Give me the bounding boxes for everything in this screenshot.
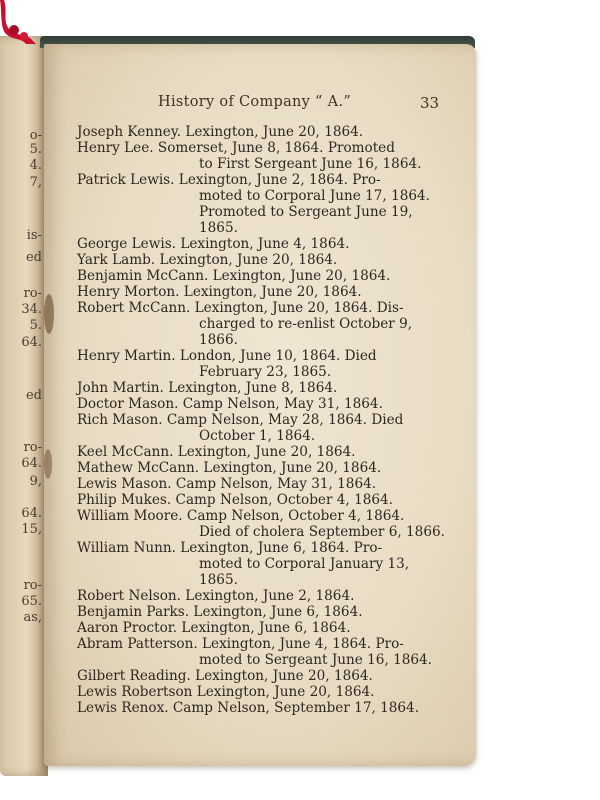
- roster-entry-line: Henry Martin. London, June 10, 1864. Died: [77, 348, 377, 364]
- roster-entry: [77, 460, 439, 476]
- roster-entry-continuation: 1865.: [199, 572, 238, 588]
- roster-entry-line: Henry Lee. Somerset, June 8, 1864. Promoted: [77, 140, 395, 156]
- roster-entry-continuation: 1866.: [199, 332, 238, 348]
- roster-entry-line: Robert McCann. Lexington, June 20, 1864. Dis-: [77, 300, 404, 316]
- facing-page-fragment: 9,: [29, 474, 42, 489]
- facing-page-fragment: ro-: [23, 440, 42, 455]
- roster-entry-continuation: February 23, 1865.: [199, 364, 332, 380]
- facing-page-fragment: as,: [23, 610, 42, 625]
- facing-page-fragment: 65.: [21, 594, 42, 609]
- roster-list: [77, 124, 445, 716]
- roster-entry-line: Henry Morton. Lexington, June 20, 1864.: [77, 284, 362, 300]
- roster-entry-line: Doctor Mason. Camp Nelson, May 31, 1864.: [77, 396, 383, 412]
- facing-page-edge: [0, 36, 48, 776]
- roster-entry-continuation: moted to Sergeant June 16, 1864.: [199, 652, 432, 668]
- roster-entry-line: Gilbert Reading. Lexington, June 20, 1864.: [77, 668, 373, 684]
- roster-entry-continuation: Died of cholera September 6, 1866.: [199, 524, 445, 540]
- facing-page-fragment: 34.: [21, 302, 42, 317]
- facing-page-fragment: is-: [26, 228, 42, 243]
- roster-entry-continuation: moted to Corporal June 17, 1864.: [199, 188, 430, 204]
- roster-entry: [77, 588, 439, 604]
- roster-entry: [77, 636, 439, 668]
- page-stain: [44, 449, 52, 479]
- roster-entry-line: Benjamin Parks. Lexington, June 6, 1864.: [77, 604, 363, 620]
- roster-entry: [77, 684, 439, 700]
- facing-page-fragment: 64.: [21, 456, 42, 471]
- roster-entry-line: Lewis Mason. Camp Nelson, May 31, 1864.: [77, 476, 377, 492]
- facing-page-fragment: 15,: [21, 522, 42, 537]
- roster-entry: [77, 268, 439, 284]
- roster-entry-line: Benjamin McCann. Lexington, June 20, 1864.: [77, 268, 391, 284]
- facing-page-fragment: ed: [25, 388, 42, 403]
- roster-entry: [77, 300, 439, 348]
- roster-entry-line: Robert Nelson. Lexington, June 2, 1864.: [77, 588, 355, 604]
- roster-entry-continuation: to First Sergeant June 16, 1864.: [199, 156, 422, 172]
- bookmark-ribbon: [0, 0, 36, 44]
- roster-entry: [77, 700, 439, 716]
- roster-entry-continuation: October 1, 1864.: [199, 428, 316, 444]
- facing-page-fragment: o-: [29, 128, 42, 143]
- roster-entry: [77, 284, 439, 300]
- roster-entry: [77, 396, 439, 412]
- roster-entry-line: Keel McCann. Lexington, June 20, 1864.: [77, 444, 356, 460]
- roster-entry: [77, 540, 439, 588]
- roster-entry: [77, 668, 439, 684]
- roster-entry: [77, 140, 439, 172]
- roster-entry-line: Rich Mason. Camp Nelson, May 28, 1864. Died: [77, 412, 404, 428]
- roster-entry-line: Yark Lamb. Lexington, June 20, 1864.: [77, 252, 338, 268]
- roster-entry: [77, 444, 439, 460]
- book-page: [44, 44, 476, 766]
- roster-entry: [77, 172, 439, 236]
- roster-entry: [77, 492, 439, 508]
- roster-entry-line: John Martin. Lexington, June 8, 1864.: [77, 380, 338, 396]
- roster-entry: [77, 604, 439, 620]
- roster-entry-line: Aaron Proctor. Lexington, June 6, 1864.: [77, 620, 351, 636]
- roster-entry-line: George Lewis. Lexington, June 4, 1864.: [77, 236, 350, 252]
- facing-page-fragment: ed: [25, 250, 42, 265]
- roster-entry-line: Joseph Kenney. Lexington, June 20, 1864.: [77, 124, 364, 140]
- roster-entry: [77, 252, 439, 268]
- roster-entry: [77, 348, 439, 380]
- running-head: History of Company “ A.”: [158, 94, 352, 110]
- facing-page-text: [0, 36, 48, 776]
- page-number: 33: [420, 94, 440, 112]
- roster-entry: [77, 620, 439, 636]
- roster-entry-line: Lewis Renox. Camp Nelson, September 17, 1864.: [77, 700, 420, 716]
- roster-entry-line: William Moore. Camp Nelson, October 4, 1864.: [77, 508, 405, 524]
- roster-entry: [77, 380, 439, 396]
- facing-page-fragment: 7,: [29, 175, 42, 190]
- roster-entry-continuation: 1865.: [199, 220, 238, 236]
- roster-entry: [77, 236, 439, 252]
- roster-entry: [77, 476, 439, 492]
- roster-entry: [77, 508, 445, 540]
- facing-page-fragment: 64.: [21, 335, 42, 350]
- roster-entry: [77, 124, 439, 140]
- roster-entry-line: Philip Mukes. Camp Nelson, October 4, 1864.: [77, 492, 393, 508]
- roster-entry-line: Abram Patterson. Lexington, June 4, 1864. Pro-: [77, 636, 404, 652]
- facing-page-fragment: 5.: [29, 318, 42, 333]
- roster-entry-continuation: moted to Corporal January 13,: [199, 556, 410, 572]
- facing-page-fragment: ro-: [23, 286, 42, 301]
- facing-page-fragment: ro-: [23, 578, 42, 593]
- facing-page-fragment: 64.: [21, 506, 42, 521]
- roster-entry: [77, 412, 439, 444]
- roster-entry-line: Patrick Lewis. Lexington, June 2, 1864. Pro-: [77, 172, 381, 188]
- roster-entry-line: Lewis Robertson Lexington, June 20, 1864.: [77, 684, 375, 700]
- roster-entry-continuation: Promoted to Sergeant June 19,: [199, 204, 413, 220]
- facing-page-fragment: 5.: [29, 142, 42, 157]
- roster-entry-line: William Nunn. Lexington, June 6, 1864. Pro-: [77, 540, 383, 556]
- page-stain: [44, 294, 54, 334]
- roster-entry-continuation: charged to re-enlist October 9,: [199, 316, 413, 332]
- facing-page-fragment: 4.: [29, 158, 42, 173]
- roster-entry-line: Mathew McCann. Lexington, June 20, 1864.: [77, 460, 382, 476]
